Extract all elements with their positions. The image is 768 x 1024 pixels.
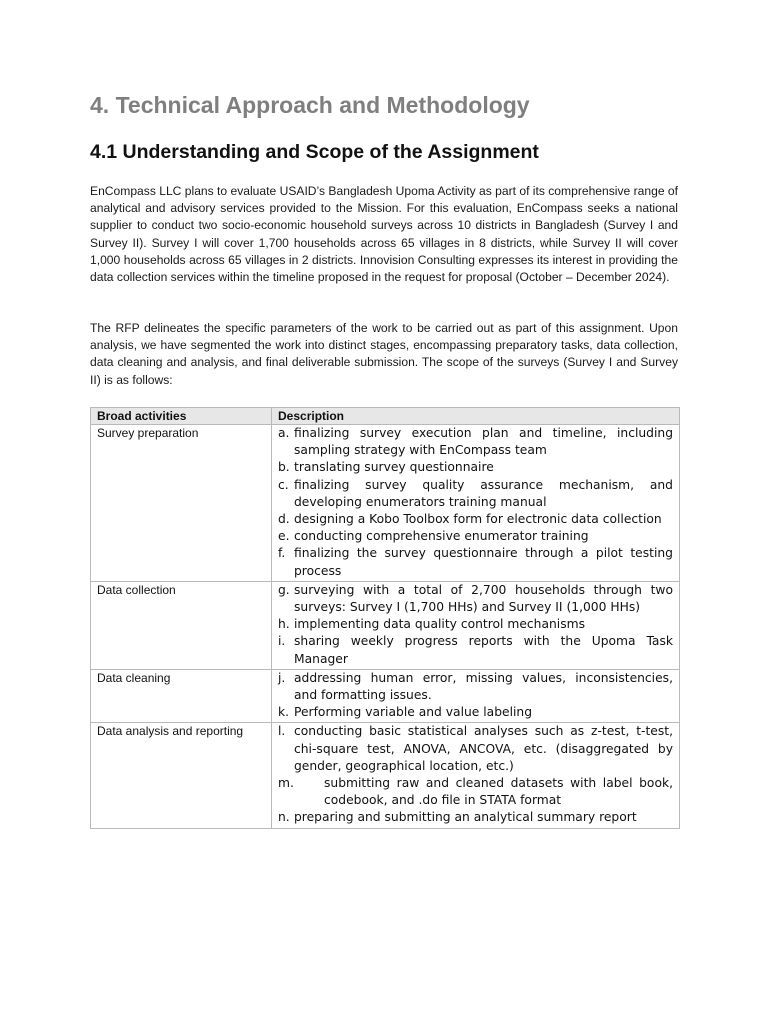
activity-cell: Data collection	[91, 581, 272, 669]
list-marker: g.	[278, 582, 290, 597]
list-item	[278, 459, 673, 476]
list-item-text: conducting basic statistical analyses such as z-test, t-test, chi-square test, ANOVA, ANCOVA, etc. (disaggregated by gender, geographical location, etc.)	[294, 724, 673, 773]
table-row	[91, 425, 680, 582]
list-item	[278, 704, 673, 721]
list-item-text: translating survey questionnaire	[294, 460, 494, 475]
list-item-text: Performing variable and value labeling	[294, 705, 533, 720]
list-marker: f.	[278, 546, 286, 561]
subsection-heading: 4.1 Understanding and Scope of the Assignment	[90, 141, 539, 163]
list-item-text: submitting raw and cleaned datasets with label book, codebook, and .do file in STATA format	[324, 776, 673, 808]
list-item	[278, 633, 673, 667]
list-marker: i.	[278, 634, 286, 649]
table-row	[91, 581, 680, 669]
list-marker: m.	[278, 776, 294, 791]
list-marker: n.	[278, 810, 290, 825]
list-item-text: conducting comprehensive enumerator training	[294, 529, 589, 544]
list-item-text: preparing and submitting an analytical summary report	[294, 810, 637, 825]
table-header-row	[91, 408, 680, 425]
section-heading: 4. Technical Approach and Methodology	[90, 92, 530, 118]
list-item-text: finalizing survey execution plan and timeline, including sampling strategy with EnCompass team	[294, 426, 673, 458]
list-item-text: finalizing the survey questionnaire through a pilot testing process	[294, 546, 673, 578]
list-item	[278, 545, 673, 579]
list-marker: e.	[278, 529, 290, 544]
table-row	[91, 723, 680, 828]
list-item	[278, 511, 673, 528]
list-marker: k.	[278, 705, 290, 720]
list-item-text: implementing data quality control mechanisms	[294, 617, 586, 632]
list-item-text: addressing human error, missing values, inconsistencies, and formatting issues.	[294, 670, 673, 703]
list-marker: b.	[278, 460, 290, 475]
header-broad-activities: Broad activities	[91, 408, 272, 425]
list-marker: j.	[278, 670, 286, 685]
list-item	[278, 670, 673, 704]
list-marker: h.	[278, 617, 290, 632]
description-cell	[272, 669, 680, 723]
list-item	[278, 528, 673, 545]
list-item	[278, 425, 673, 459]
intro-paragraph: EnCompass LLC plans to evaluate USAID’s Bangladesh Upoma Activity as part of its comprehensive range of analytical and advisory services provided to the Mission. For this evaluation, EnCompass seeks a national supplier to conduct two socio-economic household surveys across 10 districts in Bangladesh (Survey I and Survey II). Survey I will cover 1,700 households across 65 villages in 8 districts, while Survey II will cover 1,000 households across 65 villages in 2 districts. Innovision Consulting expresses its interest in providing the data collection services within the timeline proposed in the request for proposal (October – December 2024).	[90, 184, 678, 285]
description-cell	[272, 581, 680, 669]
list-item	[278, 477, 673, 511]
activity-cell: Survey preparation	[91, 425, 272, 582]
description-cell	[272, 723, 680, 828]
header-description: Description	[272, 408, 680, 425]
list-item	[278, 809, 673, 826]
list-item	[278, 616, 673, 633]
list-item-text: designing a Kobo Toolbox form for electronic data collection	[294, 512, 662, 527]
activity-cell: Data cleaning	[91, 669, 272, 723]
list-item-text: finalizing survey quality assurance mechanism, and developing enumerators training manual	[294, 477, 673, 509]
activity-cell: Data analysis and reporting	[91, 723, 272, 828]
list-marker: d.	[278, 512, 290, 527]
description-cell	[272, 425, 680, 582]
list-marker: l.	[278, 724, 286, 739]
activities-table	[90, 407, 680, 829]
scope-paragraph: The RFP delineates the specific parameters of the work to be carried out as part of this assignment. Upon analysis, we have segmented the work into distinct stages, encompassing preparatory tasks, data collection, data cleaning and analysis, and final deliverable submission. The scope of the surveys (Survey I and Survey II) is as follows:	[90, 321, 678, 387]
list-marker: a.	[278, 426, 290, 440]
list-item	[278, 775, 673, 809]
list-item-text: surveying with a total of 2,700 households through two surveys: Survey I (1,700 HHs) and Survey II (1,000 HHs)	[294, 582, 673, 615]
list-item	[278, 582, 673, 616]
list-item-text: sharing weekly progress reports with the Upoma Task Manager	[294, 634, 673, 666]
list-marker: c.	[278, 477, 289, 492]
table-row	[91, 669, 680, 723]
list-item	[278, 723, 673, 775]
